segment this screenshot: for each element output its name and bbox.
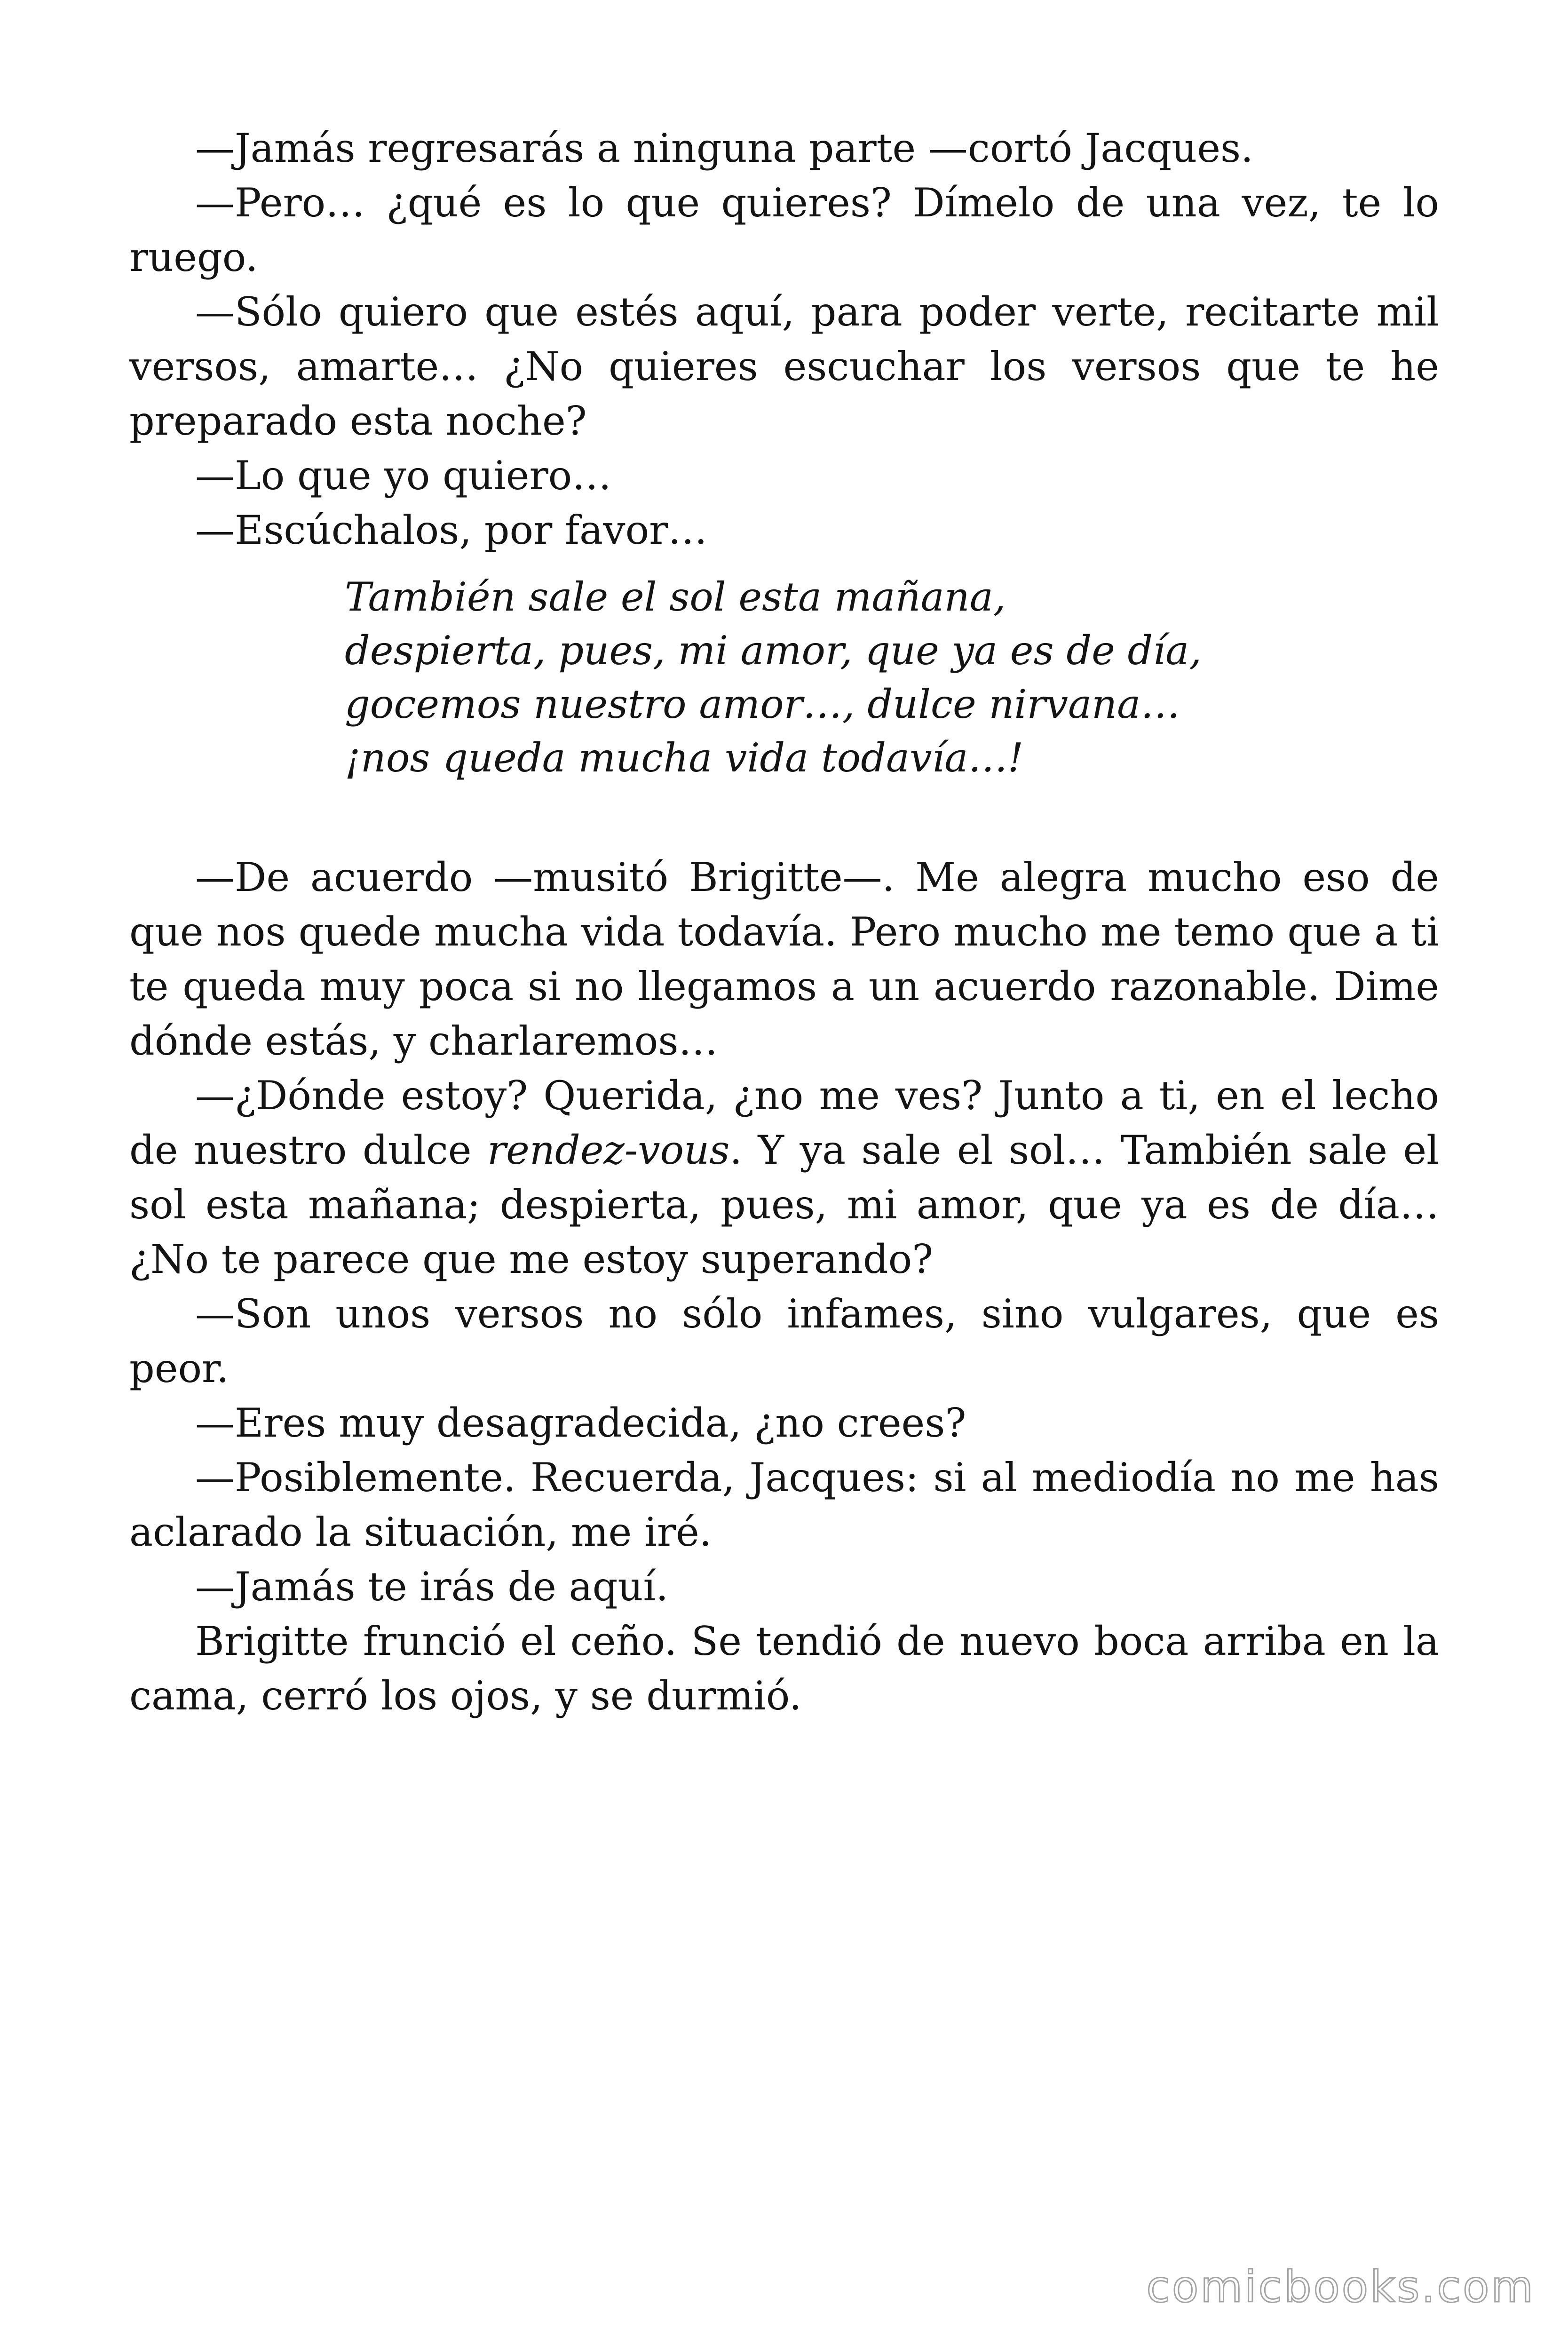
paragraph: —Pero… ¿qué es lo que quieres? Dímelo de una vez, te lo ruego. (129, 180, 1439, 280)
paragraph: —Jamás regresarás a ninguna parte —cortó Jacques. (195, 125, 1253, 171)
paragraph: —Sólo quiero que estés aquí, para poder verte, recitarte mil versos, amarte… ¿No quieres escuchar los versos que te he preparado esta noche? (129, 289, 1439, 444)
text-block-bottom (129, 850, 1439, 1723)
paragraph: —Jamás te irás de aquí. (195, 1564, 669, 1610)
text-block-top (129, 121, 1439, 557)
watermark: comicbooks.com (1146, 2262, 1535, 2312)
paragraph: —Eres muy desagradecida, ¿no crees? (195, 1400, 966, 1446)
paragraph (129, 1068, 1439, 1287)
italic-phrase: rendez-vous (487, 1127, 730, 1173)
paragraph: —Son unos versos no sólo infames, sino vulgares, que es peor. (129, 1291, 1439, 1391)
paragraph: —De acuerdo —musitó Brigitte—. Me alegra mucho eso de que nos quede mucha vida todavía. Pero mucho me temo que a ti te queda muy poca si no llegamos a un acuerdo razonable. Dime dónde estás, y charlaremos… (129, 854, 1439, 1064)
poem-line: ¡nos queda mucha vida todavía…! (345, 735, 1024, 781)
poem-line: gocemos nuestro amor…, dulce nirvana… (345, 681, 1180, 727)
paragraph: Brigitte frunció el ceño. Se tendió de nuevo boca arriba en la cama, cerró los ojos, y se durmió. (129, 1618, 1439, 1719)
paragraph-text: . Y ya sale el sol… También sale el sol esta mañana; despierta, pues, mi amor, que ya es de día… ¿No te parece que me estoy superando? (129, 1127, 1439, 1282)
paragraph: —Lo que yo quiero… (195, 453, 612, 499)
paragraph: —Escúchalos, por favor… (195, 507, 708, 553)
paragraph: —Posiblemente. Recuerda, Jacques: si al mediodía no me has aclarado la situación, me iré. (129, 1454, 1439, 1555)
poem-line: También sale el sol esta mañana, (345, 574, 1006, 620)
paragraph-text: —¿Dónde estoy? Querida, ¿no me ves? Junto a ti, en el lecho de nuestro dulce (129, 1073, 1439, 1173)
poem-stanza (345, 570, 1379, 785)
poem-line: despierta, pues, mi amor, que ya es de día, (345, 628, 1202, 674)
